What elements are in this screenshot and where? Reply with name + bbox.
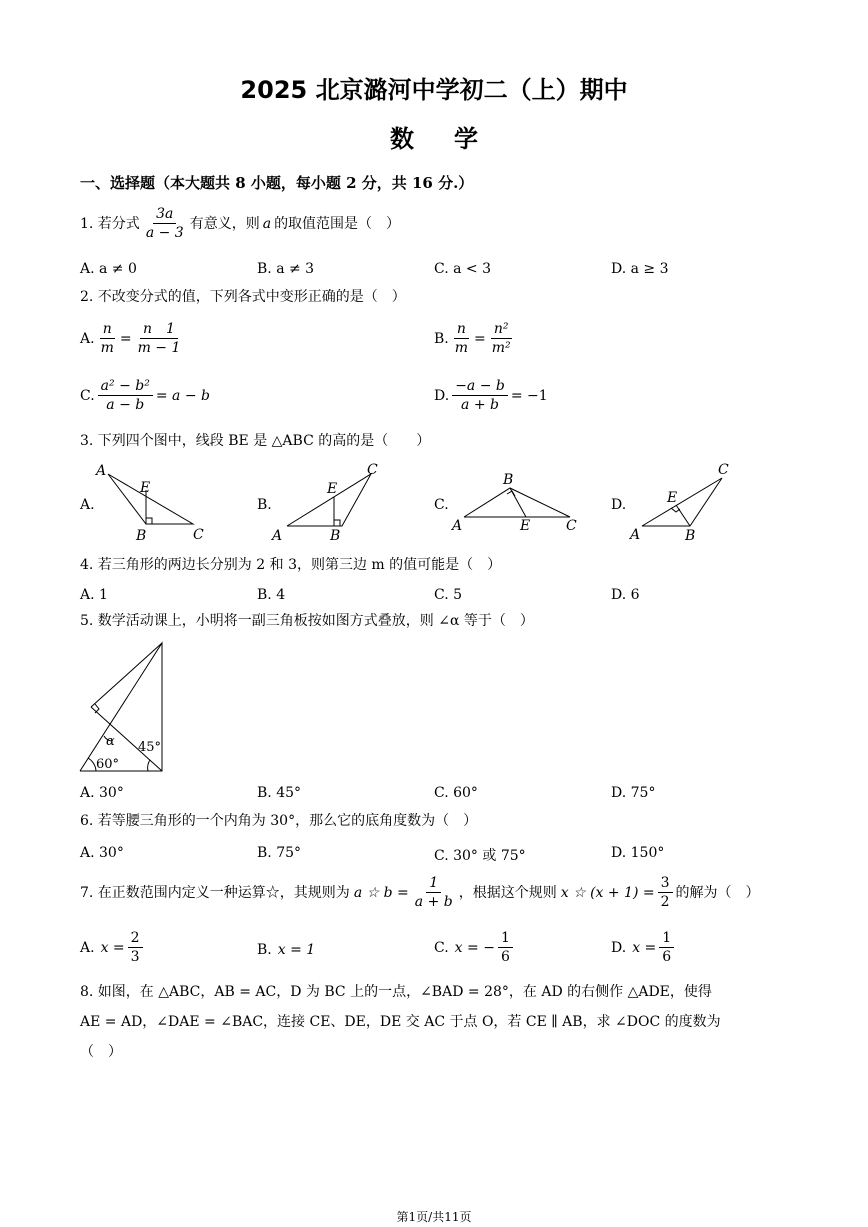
q3a-label-e: E bbox=[140, 480, 151, 496]
q6-option-d[interactable]: D. 150° bbox=[611, 845, 665, 861]
q2-a-lden: m bbox=[100, 340, 114, 357]
q3-option-a[interactable]: A. bbox=[80, 497, 95, 513]
question-4-stem: 4. 若三角形的两边长分别为 2 和 3，则第三边 m 的值可能是（ ） bbox=[80, 557, 502, 573]
q4-option-d[interactable]: D. 6 bbox=[611, 587, 640, 603]
q3b-label-a: A bbox=[272, 528, 283, 544]
q7-rule-fraction bbox=[412, 875, 456, 910]
q2-a-rden: m − 1 bbox=[137, 340, 181, 357]
q5-option-c[interactable]: C. 60° bbox=[434, 785, 478, 801]
q2-c-label: C. bbox=[80, 387, 95, 404]
q6-option-c[interactable]: C. 30° 或 75° bbox=[434, 848, 526, 864]
q7-c-num: 1 bbox=[498, 930, 513, 948]
q7-option-c[interactable] bbox=[434, 930, 516, 965]
q3c-label-c: C bbox=[566, 518, 577, 534]
q7-d-num: 1 bbox=[659, 930, 674, 948]
q2-a-label: A. bbox=[80, 330, 95, 347]
q2-c-lden: a − b bbox=[106, 397, 145, 414]
q3-figure-a bbox=[108, 474, 193, 524]
q3b-label-c: C bbox=[367, 462, 378, 478]
q5-option-b[interactable]: B. 45° bbox=[257, 785, 302, 801]
question-8-line-3: （ ） bbox=[80, 1044, 122, 1060]
q2-c-rhs: = a − b bbox=[155, 387, 210, 404]
q2-b-lden: m bbox=[454, 340, 469, 357]
q2-b-label: B. bbox=[434, 330, 449, 347]
question-3-stem: 3. 下列四个图中，线段 BE 是 △ABC 的高的是（ ） bbox=[80, 433, 431, 449]
q1-pre: 1. 若分式 bbox=[80, 215, 140, 232]
q7-eq-num: 3 bbox=[658, 875, 673, 893]
q7-d-label: D. bbox=[611, 939, 627, 956]
q5-label-60: 60° bbox=[96, 757, 120, 772]
q5-option-a[interactable]: A. 30° bbox=[80, 785, 124, 801]
q2-d-rhs: = −1 bbox=[510, 387, 548, 404]
q3-figure-c bbox=[464, 488, 570, 517]
q2-d-lden: a + b bbox=[461, 397, 499, 414]
page-number: 第1页/共11页 bbox=[396, 1210, 472, 1224]
q7-c-lhs: x = − bbox=[454, 939, 495, 956]
q7-rule-den: a + b bbox=[414, 894, 453, 911]
question-6-stem: 6. 若等腰三角形的一个内角为 30°，那么它的底角度数为（ ） bbox=[80, 813, 478, 829]
q4-option-a[interactable]: A. 1 bbox=[80, 587, 108, 603]
q7-a-lhs: x = bbox=[100, 939, 125, 956]
q1-option-d[interactable]: D. a ≥ 3 bbox=[611, 261, 669, 277]
q3c-label-e: E bbox=[520, 518, 531, 534]
q3c-label-b: B bbox=[503, 472, 514, 488]
q7-rule-lhs: a ☆ b = bbox=[353, 884, 409, 901]
q1-option-c[interactable]: C. a < 3 bbox=[434, 261, 491, 277]
q1-option-b[interactable]: B. a ≠ 3 bbox=[257, 261, 315, 277]
q2-b-lnum: n bbox=[454, 321, 469, 339]
q5-label-45: 45° bbox=[138, 740, 162, 755]
q6-option-b[interactable]: B. 75° bbox=[257, 845, 302, 861]
q6-option-a[interactable]: A. 30° bbox=[80, 845, 124, 861]
q7-option-d[interactable] bbox=[611, 930, 677, 965]
q3a-label-b: B bbox=[136, 528, 147, 544]
q3a-label-a: A bbox=[96, 463, 107, 479]
q7-d-den: 6 bbox=[662, 949, 672, 966]
q1-num: 3a bbox=[153, 206, 176, 224]
q3-figure-d bbox=[642, 478, 722, 526]
q7-d-lhs: x = bbox=[632, 939, 657, 956]
q1-post2: 的取值范围是（ ） bbox=[274, 215, 401, 232]
q3d-label-b: B bbox=[685, 528, 696, 544]
q7-d-fraction bbox=[659, 930, 674, 965]
q3b-label-e: E bbox=[327, 481, 338, 497]
q3b-label-b: B bbox=[330, 528, 341, 544]
q7-rule-num: 1 bbox=[426, 875, 441, 893]
q5-option-d[interactable]: D. 75° bbox=[611, 785, 656, 801]
question-8-line-1: 8. 如图，在 △ABC，AB = AC，D 为 BC 上的一点，∠BAD = 28°，在 AD 的右侧作 △ADE，使得 bbox=[80, 984, 712, 1000]
q5-label-alpha: α bbox=[106, 734, 115, 749]
q2-d-lnum: −a − b bbox=[452, 378, 508, 396]
q2-a-lnum: n bbox=[100, 321, 115, 339]
q4-option-b[interactable]: B. 4 bbox=[257, 587, 286, 603]
q2-d-label: D. bbox=[434, 387, 450, 404]
question-8-line-2: AE = AD，∠DAE = ∠BAC，连接 CE、DE，DE 交 AC 于点 O，若 CE ∥ AB，求 ∠DOC 的度数为 bbox=[80, 1014, 721, 1030]
q7-eq-fraction bbox=[658, 875, 673, 910]
q2-a-rnum: n 1 bbox=[140, 321, 178, 339]
q3d-label-e: E bbox=[667, 490, 678, 506]
question-7-stem bbox=[80, 875, 760, 910]
page-title: 2025 北京潞河中学初二（上）期中 bbox=[240, 76, 628, 104]
q7-mid: ，根据这个规则 bbox=[458, 884, 557, 901]
q7-option-a[interactable] bbox=[80, 930, 146, 965]
section-heading: 一、选择题（本大题共 8 小题，每小题 2 分，共 16 分.） bbox=[80, 174, 474, 192]
q3d-label-a: A bbox=[630, 527, 641, 543]
q7-c-den: 6 bbox=[500, 949, 510, 966]
q3a-label-c: C bbox=[193, 527, 204, 543]
q2-c-lnum: a² − b² bbox=[98, 378, 153, 396]
q3d-label-c: C bbox=[718, 462, 729, 478]
q2-b-rnum: n² bbox=[491, 321, 512, 339]
q7-c-label: C. bbox=[434, 939, 449, 956]
q1-den: a − 3 bbox=[145, 225, 184, 242]
q7-eq-den: 2 bbox=[660, 894, 670, 911]
q7-eq-lhs: x ☆ (x + 1) = bbox=[560, 884, 655, 901]
q1-var: a bbox=[262, 215, 272, 232]
q2-option-a[interactable]: A. $\frac{n}{m}$ = $\frac{n 1}{m - 1}$ bbox=[80, 321, 186, 356]
q1-option-a[interactable]: A. a ≠ 0 bbox=[80, 261, 137, 277]
q7-a-den: 3 bbox=[130, 949, 140, 966]
q3-option-c[interactable]: C. bbox=[434, 497, 449, 513]
q2-b-rden: m² bbox=[491, 340, 511, 357]
q7-b-text: x = 1 bbox=[277, 942, 316, 958]
q3c-label-a: A bbox=[452, 518, 463, 534]
q7-option-b[interactable] bbox=[257, 942, 315, 958]
q1-post: 有意义，则 bbox=[189, 215, 260, 232]
q7-c-fraction bbox=[498, 930, 513, 965]
question-2-stem: 2. 不改变分式的值，下列各式中变形正确的是（ ） bbox=[80, 289, 406, 305]
q7-b-label: B. bbox=[257, 942, 272, 958]
question-5-stem: 5. 数学活动课上，小明将一副三角板按如图方式叠放，则 ∠α 等于（ ） bbox=[80, 613, 534, 629]
q4-option-c[interactable]: C. 5 bbox=[434, 587, 463, 603]
q7-pre: 7. 在正数范围内定义一种运算☆，其规则为 bbox=[80, 884, 350, 901]
q3-option-d[interactable]: D. bbox=[611, 497, 627, 513]
q7-a-label: A. bbox=[80, 939, 95, 956]
subject-title: 数学 bbox=[390, 125, 518, 153]
q7-a-fraction bbox=[128, 930, 143, 965]
q2-option-b[interactable]: B. $\frac{n}{m}$ = $\frac{\text{n²}}{\text{m²}}$ bbox=[434, 321, 517, 356]
q7-a-num: 2 bbox=[128, 930, 143, 948]
q3-option-b[interactable]: B. bbox=[257, 497, 272, 513]
q7-post: 的解为（ ） bbox=[675, 884, 760, 901]
